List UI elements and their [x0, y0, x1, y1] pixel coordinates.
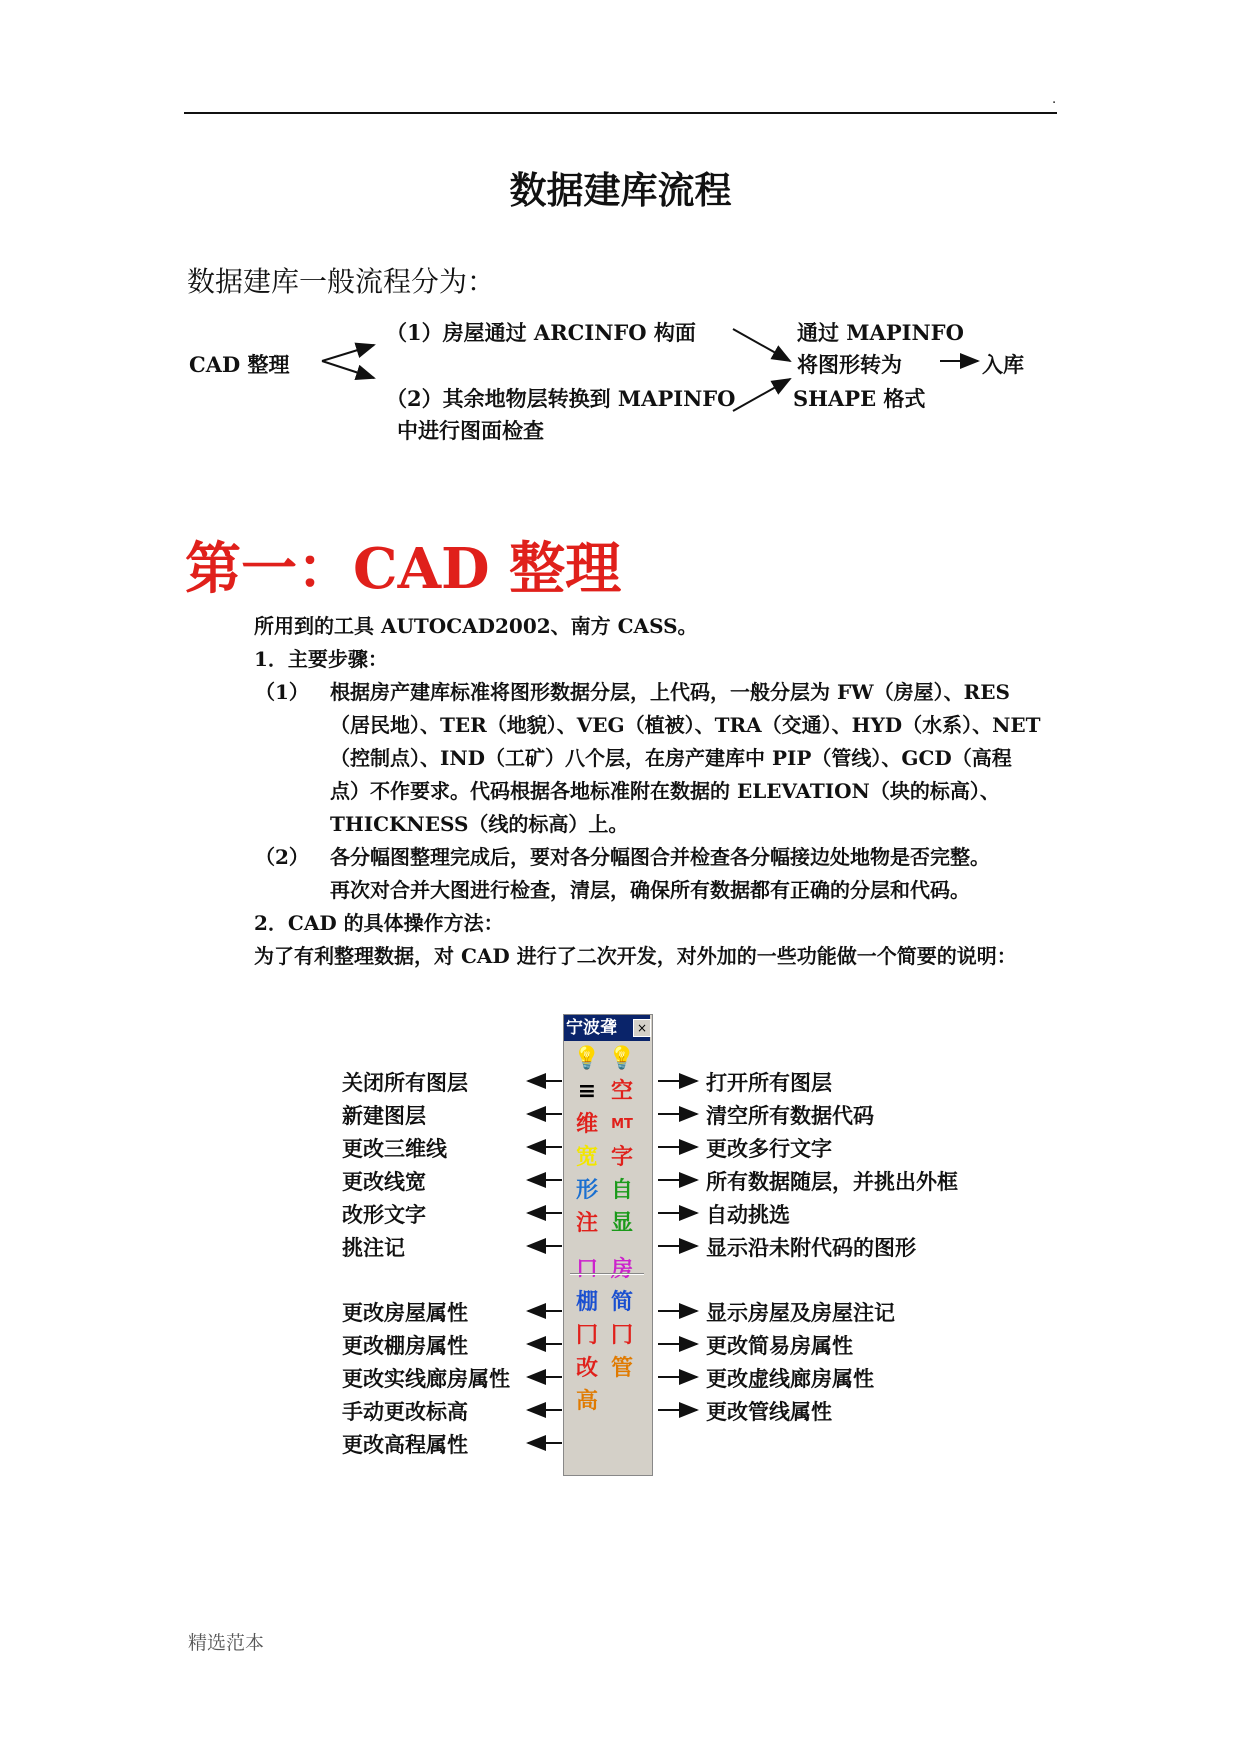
- item-1-line: （居民地）、TER（地貌）、VEG（植被）、TRA（交通）、HYD（水系）、NET: [330, 713, 1041, 737]
- toolbar-button[interactable]: 冂: [575, 1323, 598, 1348]
- toolbar-button[interactable]: 宽: [575, 1145, 598, 1170]
- right-label: 更改简易房属性: [706, 1333, 853, 1358]
- toolbar-button[interactable]: 注: [575, 1211, 598, 1236]
- document-title: 数据建库流程: [509, 168, 732, 212]
- flow-end: 入库: [982, 352, 1024, 377]
- left-label: 关闭所有图层: [342, 1070, 468, 1095]
- step-2-heading: 2．CAD 的具体操作方法：: [254, 911, 504, 935]
- toolbar-button[interactable]: 高: [575, 1389, 598, 1414]
- right-label: 打开所有图层: [706, 1070, 832, 1095]
- flow-mid-line-2: 将图形转为: [797, 352, 902, 377]
- toolbar-button[interactable]: 形: [575, 1178, 598, 1203]
- toolbar-button[interactable]: 字: [610, 1145, 633, 1170]
- toolbar-button[interactable]: 冂: [610, 1323, 633, 1348]
- right-label: 更改虚线廊房属性: [706, 1366, 874, 1391]
- flow-mid-line-3: SHAPE 格式: [793, 386, 926, 411]
- toolbar-button[interactable]: 房: [610, 1257, 633, 1282]
- intro-heading: 数据建库一般流程分为：: [187, 265, 496, 298]
- right-label: 清空所有数据代码: [706, 1103, 874, 1128]
- right-label: 显示房屋及房屋注记: [706, 1300, 895, 1325]
- flow-branch-1: （1）房屋通过 ARCINFO 构面: [386, 320, 696, 345]
- flow-start: CAD 整理: [189, 352, 290, 377]
- flow-branch-2-line-1: （2）其余地物层转换到 MAPINFO: [386, 386, 736, 411]
- toolbar-button[interactable]: 💡: [608, 1046, 636, 1071]
- flow-branch-2-line-2: 中进行图面检查: [397, 418, 544, 443]
- left-label: 新建图层: [342, 1103, 426, 1128]
- toolbar-button[interactable]: 简: [610, 1290, 633, 1315]
- toolbar-button[interactable]: 空: [610, 1079, 633, 1104]
- left-label: 手动更改标高: [342, 1399, 468, 1424]
- toolbar-button[interactable]: 改: [575, 1356, 598, 1381]
- item-1-line: （控制点）、IND（工矿）八个层，在房产建库中 PIP（管线）、GCD（高程: [330, 746, 1012, 770]
- left-label: 挑注记: [342, 1235, 405, 1260]
- toolbar-title: 宁波聋: [564, 1015, 650, 1041]
- item-2-line: 再次对合并大图进行检查，清层，确保所有数据都有正确的分层和代码。: [330, 878, 970, 902]
- item-2-number: （2）: [255, 845, 309, 869]
- toolbar-button[interactable]: 管: [610, 1356, 633, 1381]
- toolbar-button[interactable]: 口: [575, 1257, 598, 1282]
- header-mark: .: [1052, 92, 1057, 107]
- step-2-description: 为了有利整理数据，对 CAD 进行了二次开发，对外加的一些功能做一个简要的说明：: [254, 944, 1017, 968]
- tools-line: 所用到的工具 AUTOCAD2002、南方 CASS。: [254, 614, 698, 638]
- toolbar-button[interactable]: 显: [610, 1211, 633, 1236]
- toolbar-button[interactable]: 棚: [575, 1290, 598, 1315]
- right-label: 所有数据随层，并挑出外框: [706, 1169, 958, 1194]
- left-label: 更改棚房属性: [342, 1333, 468, 1358]
- footer-text: 精选范本: [188, 1632, 265, 1654]
- right-label: 更改管线属性: [706, 1399, 832, 1424]
- toolbar-button[interactable]: ≡: [577, 1079, 597, 1104]
- item-1-line: THICKNESS（线的标高）上。: [330, 812, 629, 836]
- step-1-heading: 1．主要步骤：: [254, 647, 388, 671]
- left-label: 改形文字: [342, 1202, 426, 1227]
- left-label: 更改实线廊房属性: [342, 1366, 510, 1391]
- toolbar-button[interactable]: 💡: [573, 1046, 601, 1071]
- section-title: 第一：CAD 整理: [185, 536, 622, 602]
- toolbar-button[interactable]: 自: [610, 1178, 633, 1203]
- left-label: 更改三维线: [342, 1136, 447, 1161]
- item-1-line: 点）不作要求。代码根据各地标准附在数据的 ELEVATION（块的标高）、: [330, 779, 1000, 803]
- flow-mid-line-1: 通过 MAPINFO: [797, 320, 964, 345]
- left-label: 更改线宽: [342, 1169, 426, 1194]
- item-2-line: 各分幅图整理完成后，要对各分幅图合并检查各分幅接边处地物是否完整。: [330, 845, 990, 869]
- toolbar-button[interactable]: 维: [575, 1112, 598, 1137]
- close-button[interactable]: ×: [633, 1019, 651, 1037]
- left-label: 更改房屋属性: [342, 1300, 468, 1325]
- right-label: 显示沿未附代码的图形: [706, 1235, 916, 1260]
- toolbar-button[interactable]: MT: [611, 1117, 633, 1132]
- right-label: 更改多行文字: [706, 1136, 832, 1161]
- right-label: 自动挑选: [706, 1202, 790, 1227]
- item-1-number: （1）: [255, 680, 309, 704]
- left-label: 更改高程属性: [342, 1432, 468, 1457]
- item-1-line: 根据房产建库标准将图形数据分层，上代码，一般分层为 FW（房屋）、RES: [330, 680, 1010, 704]
